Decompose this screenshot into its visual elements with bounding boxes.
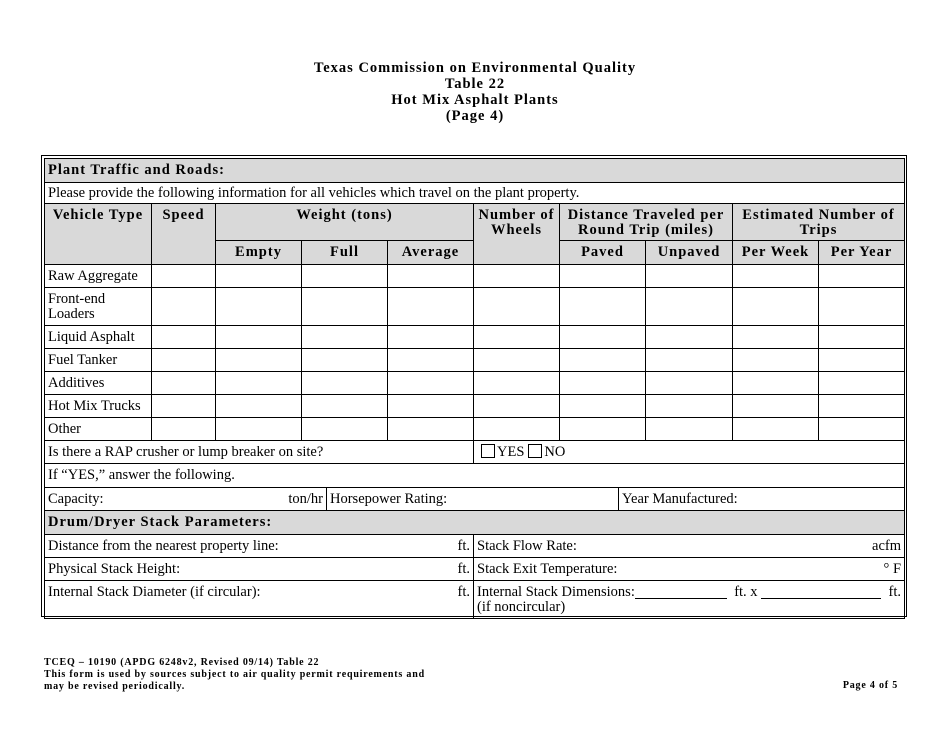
input-cell[interactable]: [388, 372, 474, 395]
col-unpaved: Unpaved: [646, 241, 733, 265]
vehicle-label: Hot Mix Trucks: [45, 395, 152, 418]
header-title: Hot Mix Asphalt Plants: [391, 92, 559, 108]
input-cell[interactable]: [560, 372, 646, 395]
dim-unit-1: ft. x: [734, 584, 758, 600]
col-per-year: Per Year: [819, 241, 905, 265]
input-cell[interactable]: [560, 265, 646, 288]
diameter-label: Internal Stack Diameter (if circular):: [48, 584, 261, 600]
input-cell[interactable]: [819, 349, 905, 372]
horsepower-label: Horsepower Rating:: [330, 490, 448, 507]
exit-temp-label: Stack Exit Temperature:: [477, 560, 618, 577]
year-label: Year Manufactured:: [622, 490, 738, 507]
table-row: [45, 395, 905, 418]
input-cell[interactable]: [474, 288, 560, 326]
col-weight: Weight (tons): [216, 204, 474, 241]
vehicle-label: Fuel Tanker: [45, 349, 152, 372]
input-cell[interactable]: [733, 372, 819, 395]
dim-unit-2: ft.: [888, 584, 902, 600]
traffic-table: [44, 158, 905, 619]
height-field[interactable]: [45, 558, 474, 581]
input-cell[interactable]: [216, 418, 302, 441]
col-vehicle-type: Vehicle Type: [45, 204, 152, 265]
input-cell[interactable]: [474, 418, 560, 441]
footer-form-id: TCEQ – 10190 (APDG 6248v2, Revised 09/14) Table 22: [44, 657, 320, 668]
dimension-blank-1[interactable]: [635, 586, 727, 599]
height-label: Physical Stack Height:: [48, 560, 181, 577]
footer-page: Page 4 of 5: [842, 680, 898, 691]
diameter-field[interactable]: [45, 581, 474, 619]
input-cell[interactable]: [819, 326, 905, 349]
yes-checkbox[interactable]: [481, 444, 495, 458]
col-paved: Paved: [560, 241, 646, 265]
input-cell[interactable]: [152, 395, 216, 418]
horsepower-field[interactable]: [327, 488, 619, 510]
header-page: (Page 4): [445, 108, 505, 124]
input-cell[interactable]: [646, 349, 733, 372]
header-agency: Texas Commission on Environmental Quality: [313, 60, 637, 76]
table-row: [45, 326, 905, 349]
footer-note-2: may be revised periodically.: [44, 681, 186, 692]
vehicle-label: Other: [45, 418, 152, 441]
input-cell[interactable]: [302, 265, 388, 288]
input-cell[interactable]: [560, 349, 646, 372]
input-cell[interactable]: [302, 349, 388, 372]
table-row: [45, 288, 905, 326]
section-plant-traffic: Plant Traffic and Roads:: [45, 159, 905, 183]
input-cell[interactable]: [733, 349, 819, 372]
year-field[interactable]: [619, 488, 904, 510]
input-cell[interactable]: [733, 265, 819, 288]
section-stack-parameters: Drum/Dryer Stack Parameters:: [45, 511, 905, 535]
input-cell[interactable]: [646, 288, 733, 326]
flow-rate-label: Stack Flow Rate:: [477, 537, 577, 554]
table-row: [45, 349, 905, 372]
input-cell[interactable]: [560, 288, 646, 326]
input-cell[interactable]: [474, 395, 560, 418]
input-cell[interactable]: [733, 326, 819, 349]
input-cell[interactable]: [646, 372, 733, 395]
input-cell[interactable]: [302, 395, 388, 418]
flow-unit: acfm: [872, 537, 902, 554]
input-cell[interactable]: [646, 395, 733, 418]
distance-label: Distance from the nearest property line:: [48, 537, 279, 554]
table-row: [45, 418, 905, 441]
input-cell[interactable]: [388, 265, 474, 288]
input-cell[interactable]: [388, 418, 474, 441]
height-unit: ft.: [457, 560, 470, 577]
input-cell[interactable]: [560, 326, 646, 349]
input-cell[interactable]: [733, 395, 819, 418]
vehicle-label: Additives: [45, 372, 152, 395]
input-cell[interactable]: [474, 349, 560, 372]
input-cell[interactable]: [819, 372, 905, 395]
col-average: Average: [388, 241, 474, 265]
distance-unit: ft.: [457, 537, 470, 554]
noncircular-note: (if noncircular): [477, 599, 566, 615]
input-cell[interactable]: [819, 418, 905, 441]
distance-field[interactable]: [45, 535, 474, 558]
dimensions-label: Internal Stack Dimensions:: [477, 584, 635, 600]
input-cell[interactable]: [646, 265, 733, 288]
input-cell[interactable]: [152, 326, 216, 349]
input-cell[interactable]: [733, 288, 819, 326]
input-cell[interactable]: [302, 326, 388, 349]
input-cell[interactable]: [302, 288, 388, 326]
col-full: Full: [302, 241, 388, 265]
input-cell[interactable]: [388, 326, 474, 349]
input-cell[interactable]: [216, 395, 302, 418]
input-cell[interactable]: [733, 418, 819, 441]
input-cell[interactable]: [388, 395, 474, 418]
input-cell[interactable]: [216, 265, 302, 288]
dimensions-field[interactable]: [474, 581, 905, 619]
input-cell[interactable]: [819, 265, 905, 288]
no-checkbox[interactable]: [528, 444, 542, 458]
input-cell[interactable]: [646, 418, 733, 441]
capacity-label: Capacity:: [48, 490, 104, 507]
vehicle-label: Front-end Loaders: [45, 288, 152, 326]
input-cell[interactable]: [474, 265, 560, 288]
input-cell[interactable]: [216, 326, 302, 349]
dimension-blank-2[interactable]: [761, 586, 881, 599]
yes-label: YES: [497, 444, 525, 460]
if-yes-text: If “YES,” answer the following.: [45, 464, 905, 488]
exit-temp-field[interactable]: [474, 558, 905, 581]
no-label: NO: [544, 444, 566, 460]
input-cell[interactable]: [216, 372, 302, 395]
input-cell[interactable]: [646, 326, 733, 349]
col-empty: Empty: [216, 241, 302, 265]
col-wheels: Number of Wheels: [474, 204, 560, 265]
input-cell[interactable]: [302, 372, 388, 395]
instruction-text: Please provide the following information for all vehicles which travel on the plant property.: [45, 183, 905, 204]
col-speed: Speed: [152, 204, 216, 265]
input-cell[interactable]: [474, 372, 560, 395]
vehicle-label: Raw Aggregate: [45, 265, 152, 288]
col-per-week: Per Week: [733, 241, 819, 265]
input-cell[interactable]: [302, 418, 388, 441]
input-cell[interactable]: [216, 349, 302, 372]
capacity-unit: ton/hr: [288, 490, 323, 507]
input-cell[interactable]: [560, 395, 646, 418]
table-row: [45, 372, 905, 395]
input-cell[interactable]: [560, 418, 646, 441]
temp-unit: ° F: [883, 560, 902, 577]
input-cell[interactable]: [216, 288, 302, 326]
input-cell[interactable]: [152, 265, 216, 288]
input-cell[interactable]: [152, 288, 216, 326]
col-trips: Estimated Number of Trips: [733, 204, 905, 241]
flow-rate-field[interactable]: [474, 535, 905, 558]
input-cell[interactable]: [152, 349, 216, 372]
col-distance: Distance Traveled per Round Trip (miles): [560, 204, 733, 241]
diameter-unit: ft.: [457, 584, 470, 600]
footer-note-1: This form is used by sources subject to air quality permit requirements and: [44, 669, 425, 680]
header-table-number: Table 22: [444, 76, 506, 92]
vehicle-label: Liquid Asphalt: [45, 326, 152, 349]
capacity-field[interactable]: [45, 488, 327, 510]
input-cell[interactable]: [474, 326, 560, 349]
input-cell[interactable]: [152, 418, 216, 441]
input-cell[interactable]: [388, 349, 474, 372]
input-cell[interactable]: [819, 288, 905, 326]
rap-question: Is there a RAP crusher or lump breaker on site?: [45, 441, 474, 464]
table-row: [45, 265, 905, 288]
input-cell[interactable]: [388, 288, 474, 326]
rap-details-row: [45, 488, 905, 511]
input-cell[interactable]: [819, 395, 905, 418]
rap-answer: [474, 441, 905, 464]
input-cell[interactable]: [152, 372, 216, 395]
